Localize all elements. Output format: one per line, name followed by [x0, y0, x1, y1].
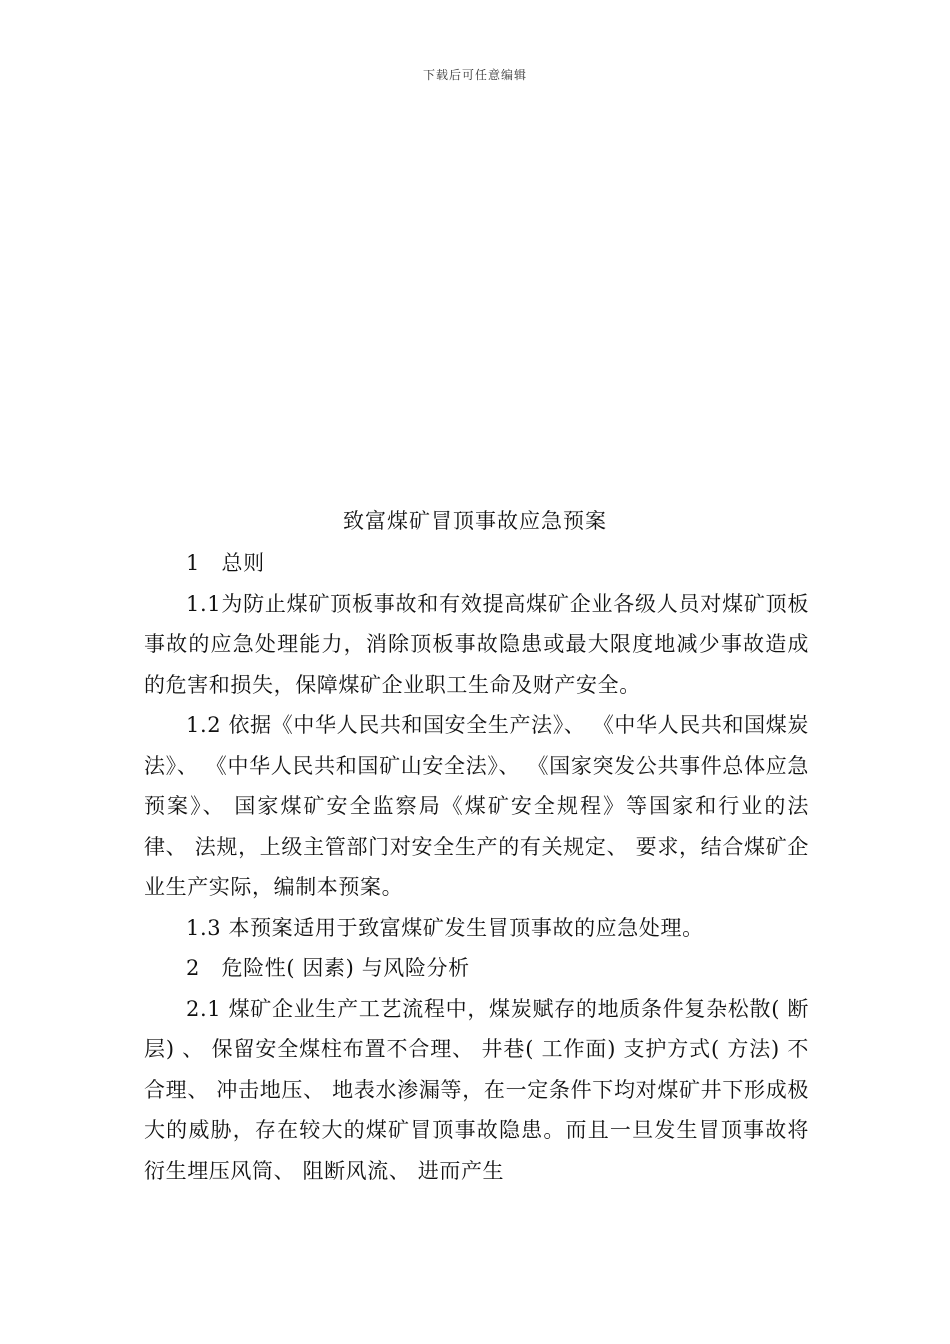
paragraph-1-2: 1.2 依据《中华人民共和国安全生产法》、 《中华人民共和国煤炭法》、 《中华人民共和国矿山安全法》、 《国家突发公共事件总体应急预案》、 国家煤矿安全监察局《煤矿安全规程》等国家和行业的法律、 法规，上级主管部门对安全生产的有关规定、 要求，结合煤矿企业生产实际，编制本预案。	[144, 713, 809, 899]
header-note: 下载后可任意编辑	[422, 68, 527, 82]
section-heading-general: 1 总则	[186, 551, 265, 575]
paragraph-1-1: 1.1为防止煤矿顶板事故和有效提高煤矿企业各级人员对煤矿顶板事故的应急处理能力，消除顶板事故隐患或最大限度地减少事故造成的危害和损失，保障煤矿企业职工生命及财产安全。	[144, 591, 809, 697]
document-body	[144, 543, 809, 1191]
section-heading-risk-analysis: 2 危险性( 因素) 与风险分析	[186, 956, 470, 980]
paragraph-2-1: 2.1 煤矿企业生产工艺流程中，煤炭赋存的地质条件复杂松散( 断层) 、 保留安全煤柱布置不合理、 井巷( 工作面) 支护方式( 方法) 不合理、 冲击地压、 地表水渗漏等，在一定条件下均对煤矿井下形成极大的威胁，存在较大的煤矿冒顶事故隐患。而且一旦发生冒顶事故将衍生埋压风筒、 阻断风流、 进而产生	[144, 996, 809, 1183]
document-title: 致富煤矿冒顶事故应急预案	[343, 509, 607, 533]
paragraph-1-3: 1.3 本预案适用于致富煤矿发生冒顶事故的应急处理。	[186, 915, 704, 940]
